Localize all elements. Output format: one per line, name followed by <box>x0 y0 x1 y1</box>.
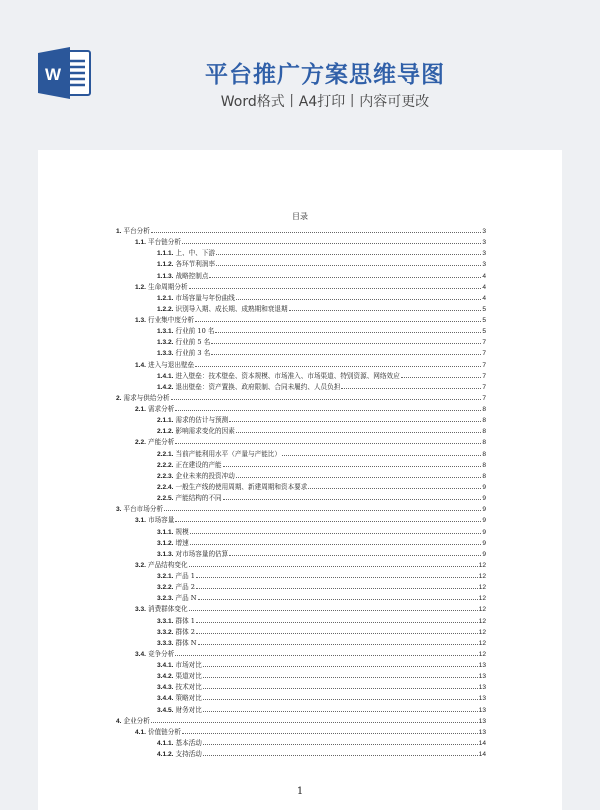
toc-entry-text: 行业前 5 名 <box>175 338 211 347</box>
toc-entry-page: 5 <box>482 305 486 313</box>
toc-entry-text: 市场容量与年份曲线 <box>175 293 235 302</box>
toc-entry-text: 财务对比 <box>175 705 202 714</box>
toc-entry-number: 3.4.2. <box>157 673 174 681</box>
toc-entry[interactable] <box>157 591 486 602</box>
toc-entry-text: 平台市场分析 <box>123 505 164 514</box>
page-subtitle: Word格式丨A4打印丨内容可更改 <box>220 94 430 110</box>
toc-entry[interactable] <box>157 335 486 346</box>
toc-entry-page: 12 <box>478 650 486 658</box>
toc-entry-page: 8 <box>482 472 486 480</box>
toc-entry[interactable] <box>135 358 486 369</box>
toc-entry-number: 2.1. <box>135 406 146 414</box>
toc-entry-text: 需求分析 <box>148 405 175 414</box>
toc-entry-number: 2. <box>116 394 122 402</box>
toc-entry-number: 4.1.2. <box>157 751 174 759</box>
toc-leader-dots <box>236 477 481 478</box>
toc-entry-text: 进入与退出壁垒 <box>148 360 195 369</box>
toc-entry[interactable] <box>157 658 486 669</box>
toc-entry-text: 影响需求变化的因素 <box>175 427 235 436</box>
toc-entry-number: 3.4.1. <box>157 662 174 670</box>
toc-entry-page: 9 <box>482 517 486 525</box>
toc-entry-page: 9 <box>482 495 486 503</box>
toc-leader-dots <box>203 699 478 700</box>
toc-entry[interactable] <box>157 703 486 714</box>
toc-leader-dots <box>190 533 482 534</box>
toc-entry-page: 4 <box>482 272 486 280</box>
toc-entry-page: 14 <box>478 739 486 747</box>
toc-entry[interactable] <box>116 391 486 402</box>
toc-entry-number: 1.3.1. <box>157 328 174 336</box>
toc-entry-number: 1.2.2. <box>157 305 174 313</box>
toc-leader-dots <box>282 455 481 456</box>
page-title: 平台推广方案思维导图 <box>205 62 445 88</box>
svg-text:W: W <box>44 65 62 84</box>
toc-entry-number: 3.4.5. <box>157 706 174 714</box>
toc-entry-page: 12 <box>478 617 486 625</box>
toc-entry[interactable] <box>157 369 486 380</box>
toc-entry-text: 进入壁垒：技术壁垒、资本规模、市场准入、市场渠道、特别资源、网络效应 <box>175 371 400 380</box>
toc-entry-page: 13 <box>478 673 486 681</box>
toc-entry-text: 需求与供给分析 <box>123 393 170 402</box>
toc-entry-page: 8 <box>482 406 486 414</box>
toc-entry-number: 2.2.5. <box>157 495 174 503</box>
toc-entry-page: 8 <box>482 439 486 447</box>
toc-entry-page: 7 <box>482 361 486 369</box>
toc-entry-page: 3 <box>482 228 486 235</box>
toc-leader-dots <box>198 599 478 600</box>
toc-entry-page: 13 <box>478 717 486 725</box>
toc-leader-dots <box>182 733 478 734</box>
toc-entry-text: 各环节利润率 <box>175 260 216 269</box>
toc-leader-dots <box>175 410 481 411</box>
toc-entry-number: 1.4. <box>135 361 146 369</box>
toc-entry[interactable] <box>157 380 486 391</box>
toc-entry-number: 2.2.1. <box>157 450 174 458</box>
toc-entry-number: 3.1. <box>135 517 146 525</box>
toc-entry-number: 3.1.3. <box>157 550 174 558</box>
toc-leader-dots <box>211 354 481 355</box>
toc-leader-dots <box>196 577 478 578</box>
toc-leader-dots <box>203 666 478 667</box>
toc-entry-number: 1.4.1. <box>157 372 174 380</box>
toc-entry-number: 1.3.2. <box>157 339 174 347</box>
toc-leader-dots <box>196 588 478 589</box>
toc-leader-dots <box>209 277 481 278</box>
toc-entry-page: 7 <box>482 394 486 402</box>
toc-leader-dots <box>341 388 481 389</box>
toc-title: 目录 <box>292 212 308 221</box>
toc-entry-text: 产品 1 <box>175 572 195 581</box>
toc-entry-number: 3.2.2. <box>157 584 174 592</box>
toc-entry-text: 渠道对比 <box>175 672 202 681</box>
toc-entry-page: 12 <box>478 584 486 592</box>
toc-entry-number: 2.2.3. <box>157 472 174 480</box>
toc-entry-page: 9 <box>482 483 486 491</box>
toc-entry-page: 12 <box>478 628 486 636</box>
toc-entry[interactable] <box>157 747 486 758</box>
toc-leader-dots <box>203 711 478 712</box>
toc-entry[interactable] <box>157 669 486 680</box>
toc-entry-page: 3 <box>482 239 486 247</box>
toc-entry-number: 2.2.4. <box>157 483 174 491</box>
toc-entry-text: 上、中、下游 <box>175 249 216 258</box>
toc-leader-dots <box>195 366 481 367</box>
toc-entry-number: 3.1.1. <box>157 528 174 536</box>
toc-entry-text: 价值链分析 <box>148 727 181 736</box>
toc-entry[interactable] <box>157 291 486 302</box>
toc-entry[interactable] <box>157 447 486 458</box>
toc-leader-dots <box>223 466 482 467</box>
toc-entry-text: 需求的估计与预测 <box>175 416 229 425</box>
toc-leader-dots <box>182 243 481 244</box>
toc-leader-dots <box>189 566 478 567</box>
toc-leader-dots <box>164 510 481 511</box>
toc-entry[interactable] <box>157 525 486 536</box>
toc-entry-page: 8 <box>482 461 486 469</box>
toc-entry-text: 产品 N <box>175 594 197 603</box>
toc-entry[interactable] <box>135 647 486 658</box>
toc-leader-dots <box>401 377 482 378</box>
toc-entry-text: 市场对比 <box>175 661 202 670</box>
toc-entry[interactable] <box>157 480 486 491</box>
toc-entry-number: 4.1.1. <box>157 739 174 747</box>
toc-entry[interactable] <box>135 513 486 524</box>
toc-entry-page: 5 <box>482 328 486 336</box>
toc-entry[interactable] <box>157 413 486 424</box>
toc-entry-page: 7 <box>482 339 486 347</box>
toc-entry-text: 产能分析 <box>148 438 175 447</box>
toc-entry-text: 群体 2 <box>175 627 195 636</box>
toc-entry[interactable] <box>157 625 486 636</box>
toc-entry-page: 3 <box>482 261 486 269</box>
toc-entry-text: 技术对比 <box>175 683 202 692</box>
toc-entry[interactable] <box>135 280 486 291</box>
toc-entry-number: 3.1.2. <box>157 539 174 547</box>
toc-entry-text: 竞争分析 <box>148 649 175 658</box>
toc-entry-page: 8 <box>482 450 486 458</box>
toc-entry-page: 8 <box>482 417 486 425</box>
toc-leader-dots <box>189 288 482 289</box>
toc-entry-page: 12 <box>478 573 486 581</box>
toc-entry-page: 13 <box>478 706 486 714</box>
toc-entry-number: 3.4.4. <box>157 695 174 703</box>
toc-entry[interactable] <box>135 402 486 413</box>
toc-entry-text: 规模 <box>175 527 189 536</box>
word-icon <box>38 47 92 99</box>
toc-leader-dots <box>189 610 478 611</box>
toc-entry-text: 平台链分析 <box>148 238 181 247</box>
toc-entry-number: 3.2.1. <box>157 573 174 581</box>
toc-entry[interactable] <box>157 257 486 268</box>
toc-leader-dots <box>175 521 481 522</box>
toc-entry[interactable] <box>135 313 486 324</box>
toc-entry-text: 企业分析 <box>123 716 150 725</box>
toc-entry-page: 14 <box>478 751 486 759</box>
toc-entry-page: 7 <box>482 372 486 380</box>
toc-entry-number: 1.1. <box>135 239 146 247</box>
toc-entry-number: 1.4.2. <box>157 383 174 391</box>
toc-entry-text: 策略对比 <box>175 694 202 703</box>
toc-entry-text: 生命周期分析 <box>148 282 188 291</box>
toc-entry-text: 退出壁垒：资产置换、政府限制、合同未履约、人员负担 <box>175 382 341 391</box>
toc-entry-page: 3 <box>482 250 486 258</box>
toc-entry[interactable] <box>157 424 486 435</box>
toc-entry-number: 3.3. <box>135 606 146 614</box>
toc-entry-page: 7 <box>482 383 486 391</box>
toc-entry-number: 1.2. <box>135 283 146 291</box>
toc-entry[interactable] <box>157 302 486 313</box>
toc-entry-page: 9 <box>482 539 486 547</box>
toc-entry-page: 9 <box>482 528 486 536</box>
toc-entry-number: 3.3.3. <box>157 639 174 647</box>
toc-leader-dots <box>151 722 478 723</box>
toc-entry-text: 增速 <box>175 538 189 547</box>
toc-entry[interactable] <box>135 602 486 613</box>
toc-entry-text: 基本活动 <box>175 738 202 747</box>
toc-entry-text: 市场容量 <box>148 516 175 525</box>
toc-entry[interactable] <box>135 235 486 246</box>
toc-leader-dots <box>196 622 478 623</box>
toc-entry[interactable] <box>157 569 486 580</box>
toc-entry-number: 3.2. <box>135 561 146 569</box>
toc-entry-number: 1.1.3. <box>157 272 174 280</box>
toc-entry[interactable] <box>157 614 486 625</box>
toc-entry-page: 4 <box>482 294 486 302</box>
toc-entry-text: 战略控制点 <box>175 271 209 280</box>
toc-leader-dots <box>175 443 481 444</box>
toc-entry-text: 行业前 10 名 <box>175 327 215 336</box>
toc-leader-dots <box>289 310 482 311</box>
toc-entry-page: 7 <box>482 350 486 358</box>
toc-entry-text: 行业集中度分析 <box>148 316 195 325</box>
toc-entry[interactable] <box>157 324 486 335</box>
toc-leader-dots <box>236 432 481 433</box>
toc-leader-dots <box>308 488 481 489</box>
toc-entry-number: 2.2. <box>135 439 146 447</box>
toc-entry[interactable] <box>135 435 486 446</box>
toc-entry-page: 12 <box>478 595 486 603</box>
toc-leader-dots <box>151 232 481 233</box>
toc-entry-page: 13 <box>478 662 486 670</box>
toc-entry-text: 识别导入期、成长期、成熟期和衰退期 <box>175 304 288 313</box>
toc-leader-dots <box>195 321 481 322</box>
toc-entry[interactable] <box>116 714 486 725</box>
toc-entry-page: 9 <box>482 506 486 514</box>
toc-entry-number: 1.2.1. <box>157 294 174 302</box>
toc-leader-dots <box>223 499 482 500</box>
toc-entry-page: 13 <box>478 728 486 736</box>
toc-entry[interactable] <box>157 491 486 502</box>
toc-entry-number: 1.3. <box>135 317 146 325</box>
toc-entry-text: 消费群体变化 <box>148 605 188 614</box>
toc-leader-dots <box>216 254 481 255</box>
toc-entry-text: 产品 2 <box>175 583 195 592</box>
toc-entry-page: 13 <box>478 695 486 703</box>
toc-entry[interactable] <box>157 246 486 257</box>
toc-entry-page: 9 <box>482 550 486 558</box>
toc-leader-dots <box>196 633 478 634</box>
toc-entry[interactable] <box>157 269 486 280</box>
toc-entry-text: 平台分析 <box>123 227 150 235</box>
toc-entry-text: 当前产能利用水平（产量与产能比） <box>175 449 281 458</box>
toc-entry-number: 3.3.2. <box>157 628 174 636</box>
toc-entry-text: 对市场容量的估算 <box>175 549 229 558</box>
toc-entry-number: 3.2.3. <box>157 595 174 603</box>
toc-entry-page: 5 <box>482 317 486 325</box>
toc-entry[interactable] <box>116 502 486 513</box>
toc-leader-dots <box>203 688 478 689</box>
toc-entry[interactable] <box>157 469 486 480</box>
toc-entry-text: 群体 1 <box>175 616 195 625</box>
toc-leader-dots <box>215 332 481 333</box>
toc-entry-number: 1.1.1. <box>157 250 174 258</box>
toc-entry-number: 3.4. <box>135 650 146 658</box>
toc-entry[interactable] <box>157 680 486 691</box>
toc-entry-text: 正在建设的产能 <box>175 460 222 469</box>
toc-leader-dots <box>198 644 478 645</box>
toc-entry-number: 2.1.2. <box>157 428 174 436</box>
toc-entry-number: 3. <box>116 506 122 514</box>
toc-leader-dots <box>229 421 481 422</box>
document-page <box>38 150 562 810</box>
toc-entry-number: 3.3.1. <box>157 617 174 625</box>
toc-leader-dots <box>175 655 477 656</box>
toc-entry-page: 8 <box>482 428 486 436</box>
toc-entry[interactable] <box>116 224 486 235</box>
toc-entry-text: 产能结构的不同 <box>175 494 222 503</box>
toc-leader-dots <box>236 299 481 300</box>
toc-entry[interactable] <box>157 458 486 469</box>
toc-entry[interactable] <box>157 536 486 547</box>
toc-entry[interactable] <box>135 725 486 736</box>
toc-leader-dots <box>211 343 481 344</box>
toc-entry-text: 行业前 3 名 <box>175 349 211 358</box>
toc-entry-number: 2.1.1. <box>157 417 174 425</box>
toc-entry-page: 13 <box>478 684 486 692</box>
toc-entry[interactable] <box>157 736 486 747</box>
toc-entry-page: 12 <box>478 561 486 569</box>
toc-entry-number: 3.4.3. <box>157 684 174 692</box>
toc-entry-text: 一般生产线的使用周期、新建周期和资本要求 <box>175 482 308 491</box>
toc-entry-page: 12 <box>478 606 486 614</box>
toc-entry[interactable] <box>157 636 486 647</box>
toc-entry[interactable] <box>157 580 486 591</box>
toc-leader-dots <box>216 265 481 266</box>
toc-entry-number: 1.3.3. <box>157 350 174 358</box>
toc-entry-number: 1.1.2. <box>157 261 174 269</box>
toc-entry-text: 群体 N <box>175 638 197 647</box>
toc-entry[interactable] <box>135 558 486 569</box>
toc-leader-dots <box>203 677 478 678</box>
toc-leader-dots <box>190 544 482 545</box>
toc-leader-dots <box>171 399 482 400</box>
toc-entry-text: 支持活动 <box>175 750 202 759</box>
toc-entry[interactable] <box>157 547 486 558</box>
toc-leader-dots <box>203 755 478 756</box>
toc-entry-page: 4 <box>482 283 486 291</box>
toc-entry[interactable] <box>157 346 486 357</box>
toc-entry-number: 1. <box>116 228 122 235</box>
toc-entry-number: 2.2.2. <box>157 461 174 469</box>
toc-entry-text: 企业未来的投资冲动 <box>175 471 235 480</box>
toc-entry-page: 12 <box>478 639 486 647</box>
page-number: 1 <box>296 786 304 797</box>
toc-entry[interactable] <box>157 691 486 702</box>
toc-entry-text: 产品结构变化 <box>148 560 188 569</box>
toc-leader-dots <box>203 744 478 745</box>
toc-entry-number: 4. <box>116 717 122 725</box>
toc-leader-dots <box>229 555 481 556</box>
toc-entry-number: 4.1. <box>135 728 146 736</box>
